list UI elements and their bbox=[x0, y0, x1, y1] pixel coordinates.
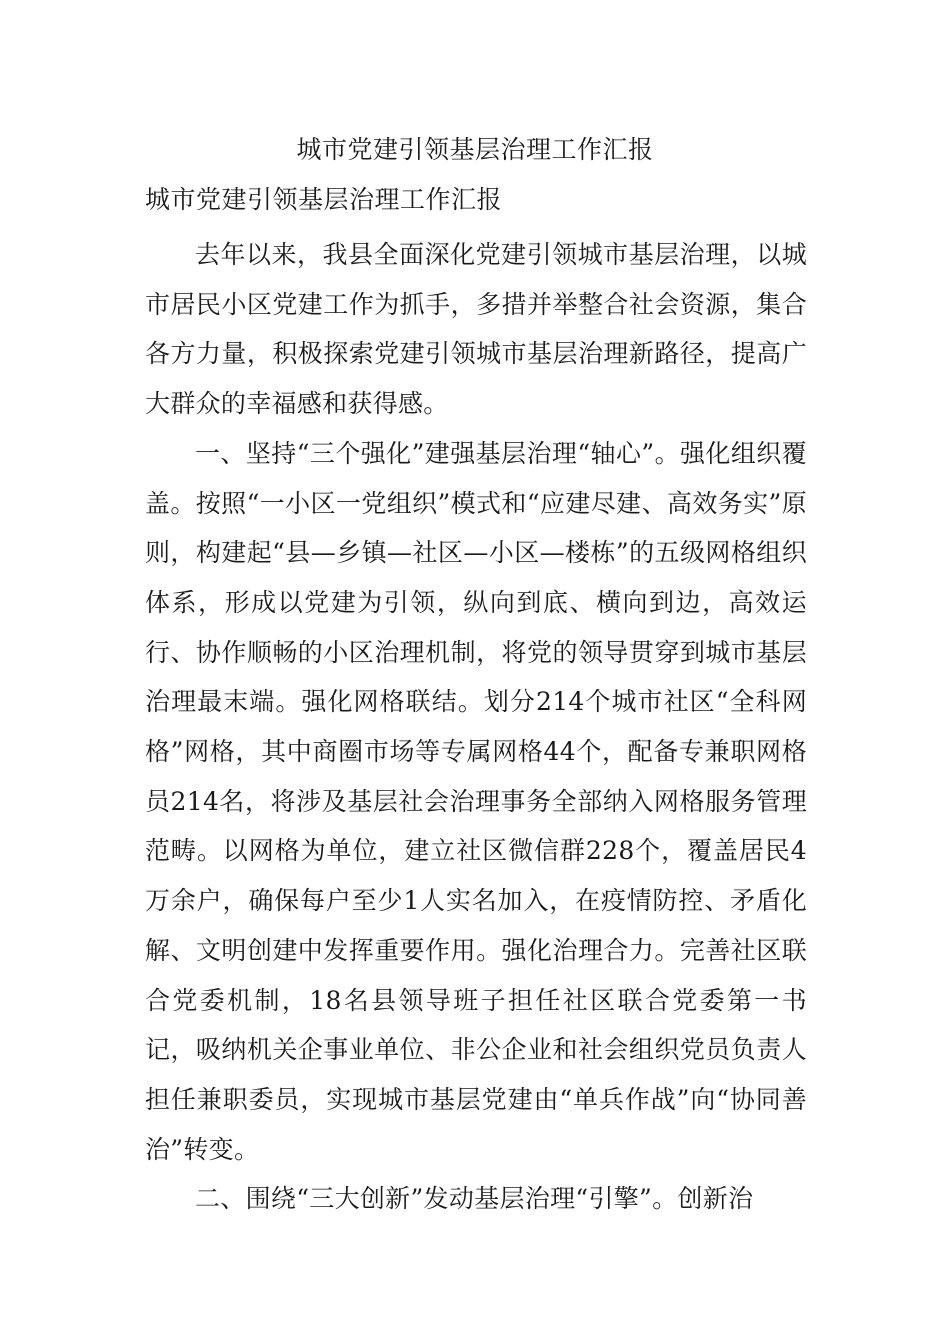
paragraph-section-one: 一、坚持“三个强化”建强基层治理“轴心”。强化组织覆盖。按照“一小区一党组织”模式和“应建尽建、高效务实”原则，构建起“县—乡镇—社区—小区—楼栋”的五级网格组织体系，形成以党建为引领，纵向到底、横向到边，高效运行、协作顺畅的小区治理机制，将党的领导贯穿到城市基层治理最末端。强化网格联结。划分214个城市社区“全科网格”网格，其中商圈市场等专属网格44个，配备专兼职网格员214名，将涉及基层社会治理事务全部纳入网格服务管理范畴。以网格为单位，建立社区微信群228个，覆盖居民4万余户，确保每户至少1人实名加入，在疫情防控、矛盾化解、文明创建中发挥重要作用。强化治理合力。完善社区联合党委机制，18名县领导班子担任社区联合党委第一书记，吸纳机关企事业单位、非公企业和社会组织党员负责人担任兼职委员，实现城市基层党建由“单兵作战”向“协同善治”转变。 bbox=[145, 438, 807, 1164]
document-body bbox=[145, 230, 807, 1224]
paragraph-intro: 去年以来，我县全面深化党建引领城市基层治理，以城市居民小区党建工作为抓手，多措并举整合社会资源，集合各方力量，积极探索党建引领城市基层治理新路径，提高广大群众的幸福感和获得感。 bbox=[145, 240, 807, 419]
document-subtitle: 城市党建引领基层治理工作汇报 bbox=[145, 185, 503, 214]
document-title: 城市党建引领基层治理工作汇报 bbox=[296, 135, 654, 164]
paragraph-section-two: 二、围绕“三大创新”发动基层治理“引擎”。创新治 bbox=[195, 1184, 754, 1214]
